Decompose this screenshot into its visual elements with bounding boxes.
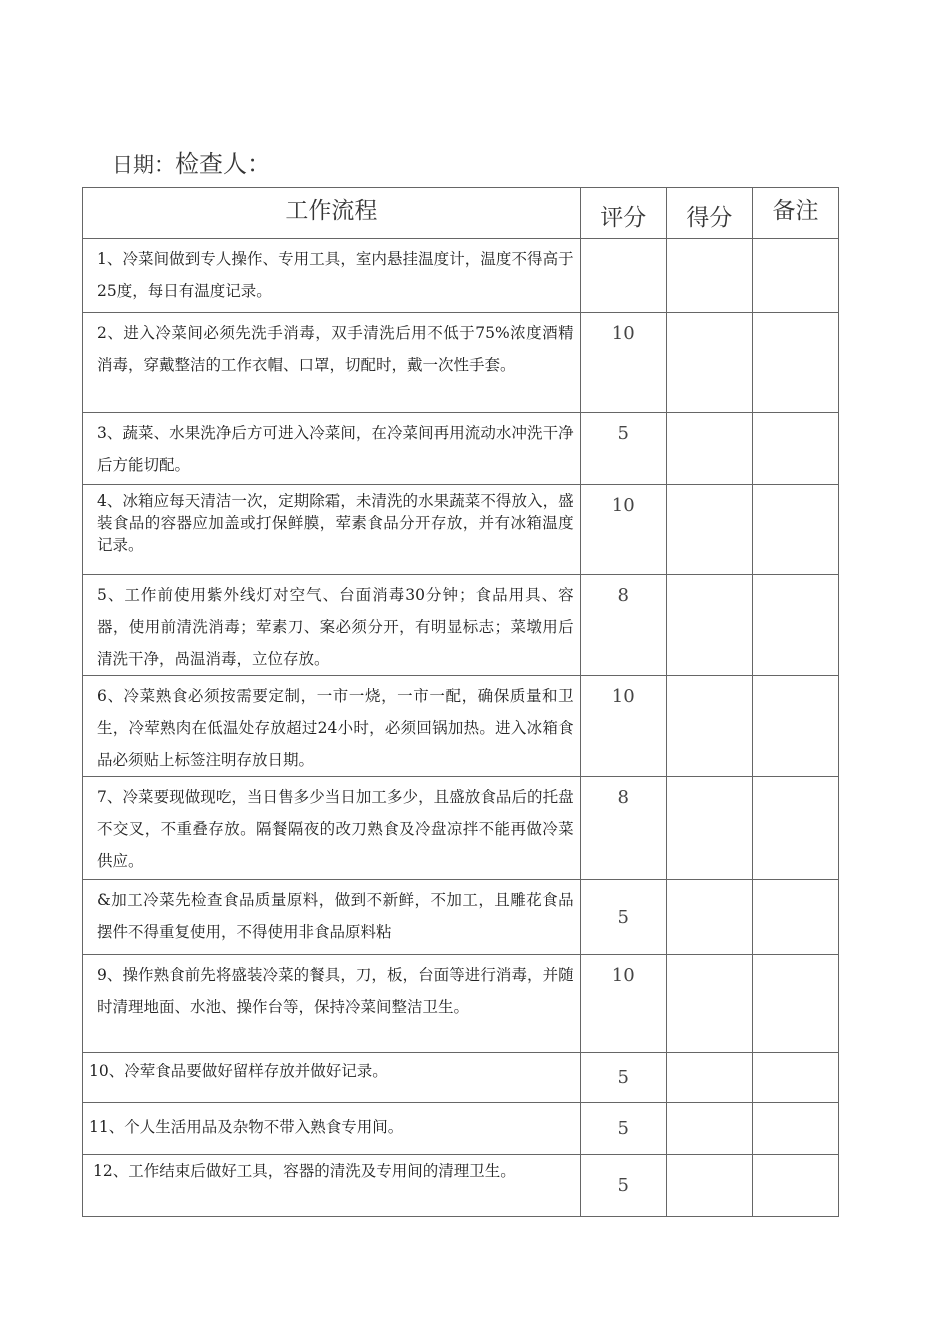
inspector-label: 检查人：: [175, 150, 271, 178]
table-row: [83, 777, 839, 880]
process-cell: 1、冷菜间做到专人操作、专用工具，室内悬挂温度计，温度不得高于25度，每日有温度记录。: [83, 239, 581, 313]
process-cell: 12、工作结束后做好工具，容器的清洗及专用间的清理卫生。: [83, 1155, 581, 1217]
table-row: [83, 485, 839, 575]
table-header-row: [83, 188, 839, 239]
inspection-table: [82, 187, 839, 1217]
score-cell: 5: [580, 413, 666, 485]
date-label: 日期：: [112, 153, 175, 177]
table-row: [83, 1155, 839, 1217]
score-cell: 10: [580, 313, 666, 413]
score-cell: 8: [580, 777, 666, 880]
score-cell: 5: [580, 1103, 666, 1155]
process-cell: 2、进入冷菜间必须先洗手消毒，双手清洗后用不低于75%浓度酒精消毒，穿戴整洁的工作衣帽、口罩，切配时，戴一次性手套。: [83, 313, 581, 413]
table-row: [83, 955, 839, 1053]
process-cell: 7、冷菜要现做现吃，当日售多少当日加工多少，且盛放食品后的托盘不交叉，不重叠存放。隔餐隔夜的改刀熟食及冷盘凉拌不能再做冷菜供应。: [83, 777, 581, 880]
process-cell: 5、工作前使用紫外线灯对空气、台面消毒30分钟；食品用具、容器，使用前清洗消毒；荤素刀、案必须分开，有明显标志；菜墩用后清洗干净，咼温消毒，立位存放。: [83, 575, 581, 676]
process-cell: 11、个人生活用品及杂物不带入熟食专用间。: [83, 1103, 581, 1155]
table-row: [83, 676, 839, 777]
obtained-cell[interactable]: [666, 485, 752, 575]
score-cell: 10: [580, 955, 666, 1053]
header-remarks: 备注: [752, 188, 838, 239]
table-row: [83, 313, 839, 413]
obtained-cell[interactable]: [666, 1103, 752, 1155]
table-row: [83, 575, 839, 676]
remarks-cell[interactable]: [752, 485, 838, 575]
obtained-cell[interactable]: [666, 413, 752, 485]
process-cell: &加工冷菜先检查食品质量原料，做到不新鲜，不加工，且雕花食品摆件不得重复使用，不得使用非食品原料粘: [83, 880, 581, 955]
obtained-cell[interactable]: [666, 239, 752, 313]
score-cell: 5: [580, 1053, 666, 1103]
remarks-cell[interactable]: [752, 1155, 838, 1217]
table-row: [83, 413, 839, 485]
score-cell: [580, 239, 666, 313]
remarks-cell[interactable]: [752, 313, 838, 413]
obtained-cell[interactable]: [666, 575, 752, 676]
remarks-cell[interactable]: [752, 1053, 838, 1103]
score-cell: 10: [580, 676, 666, 777]
table-row: [83, 239, 839, 313]
remarks-cell[interactable]: [752, 880, 838, 955]
process-cell: 9、操作熟食前先将盛装冷菜的餐具，刀，板，台面等进行消毒，并随时清理地面、水池、操作台等，保持冷菜间整洁卫生。: [83, 955, 581, 1053]
obtained-cell[interactable]: [666, 880, 752, 955]
obtained-cell[interactable]: [666, 1155, 752, 1217]
table-row: [83, 1053, 839, 1103]
obtained-cell[interactable]: [666, 777, 752, 880]
process-cell: 10、冷荤食品要做好留样存放并做好记录。: [83, 1053, 581, 1103]
table-row: [83, 880, 839, 955]
score-cell: 5: [580, 880, 666, 955]
remarks-cell[interactable]: [752, 1103, 838, 1155]
header-process: 工作流程: [83, 188, 581, 239]
process-cell: 6、冷菜熟食必须按需要定制，一市一烧，一市一配，确保质量和卫生，冷荤熟肉在低温处存放超过24小时，必须回锅加热。进入冰箱食品必须贴上标签注明存放日期。: [83, 676, 581, 777]
remarks-cell[interactable]: [752, 676, 838, 777]
remarks-cell[interactable]: [752, 575, 838, 676]
remarks-cell[interactable]: [752, 777, 838, 880]
header-score: 评分: [580, 188, 666, 239]
obtained-cell[interactable]: [666, 955, 752, 1053]
score-cell: 5: [580, 1155, 666, 1217]
obtained-cell[interactable]: [666, 1053, 752, 1103]
obtained-cell[interactable]: [666, 313, 752, 413]
remarks-cell[interactable]: [752, 413, 838, 485]
header-line: [112, 144, 271, 179]
process-cell: 4、冰箱应每天清洁一次，定期除霜，未清洗的水果蔬菜不得放入，盛装食品的容器应加盖或打保鲜膜，荤素食品分开存放，并有冰箱温度记录。: [83, 485, 581, 575]
process-cell: 3、蔬菜、水果洗净后方可进入冷菜间，在冷菜间再用流动水冲洗干净后方能切配。: [83, 413, 581, 485]
score-cell: 10: [580, 485, 666, 575]
remarks-cell[interactable]: [752, 239, 838, 313]
remarks-cell[interactable]: [752, 955, 838, 1053]
obtained-cell[interactable]: [666, 676, 752, 777]
header-obtained: 得分: [666, 188, 752, 239]
table-row: [83, 1103, 839, 1155]
score-cell: 8: [580, 575, 666, 676]
